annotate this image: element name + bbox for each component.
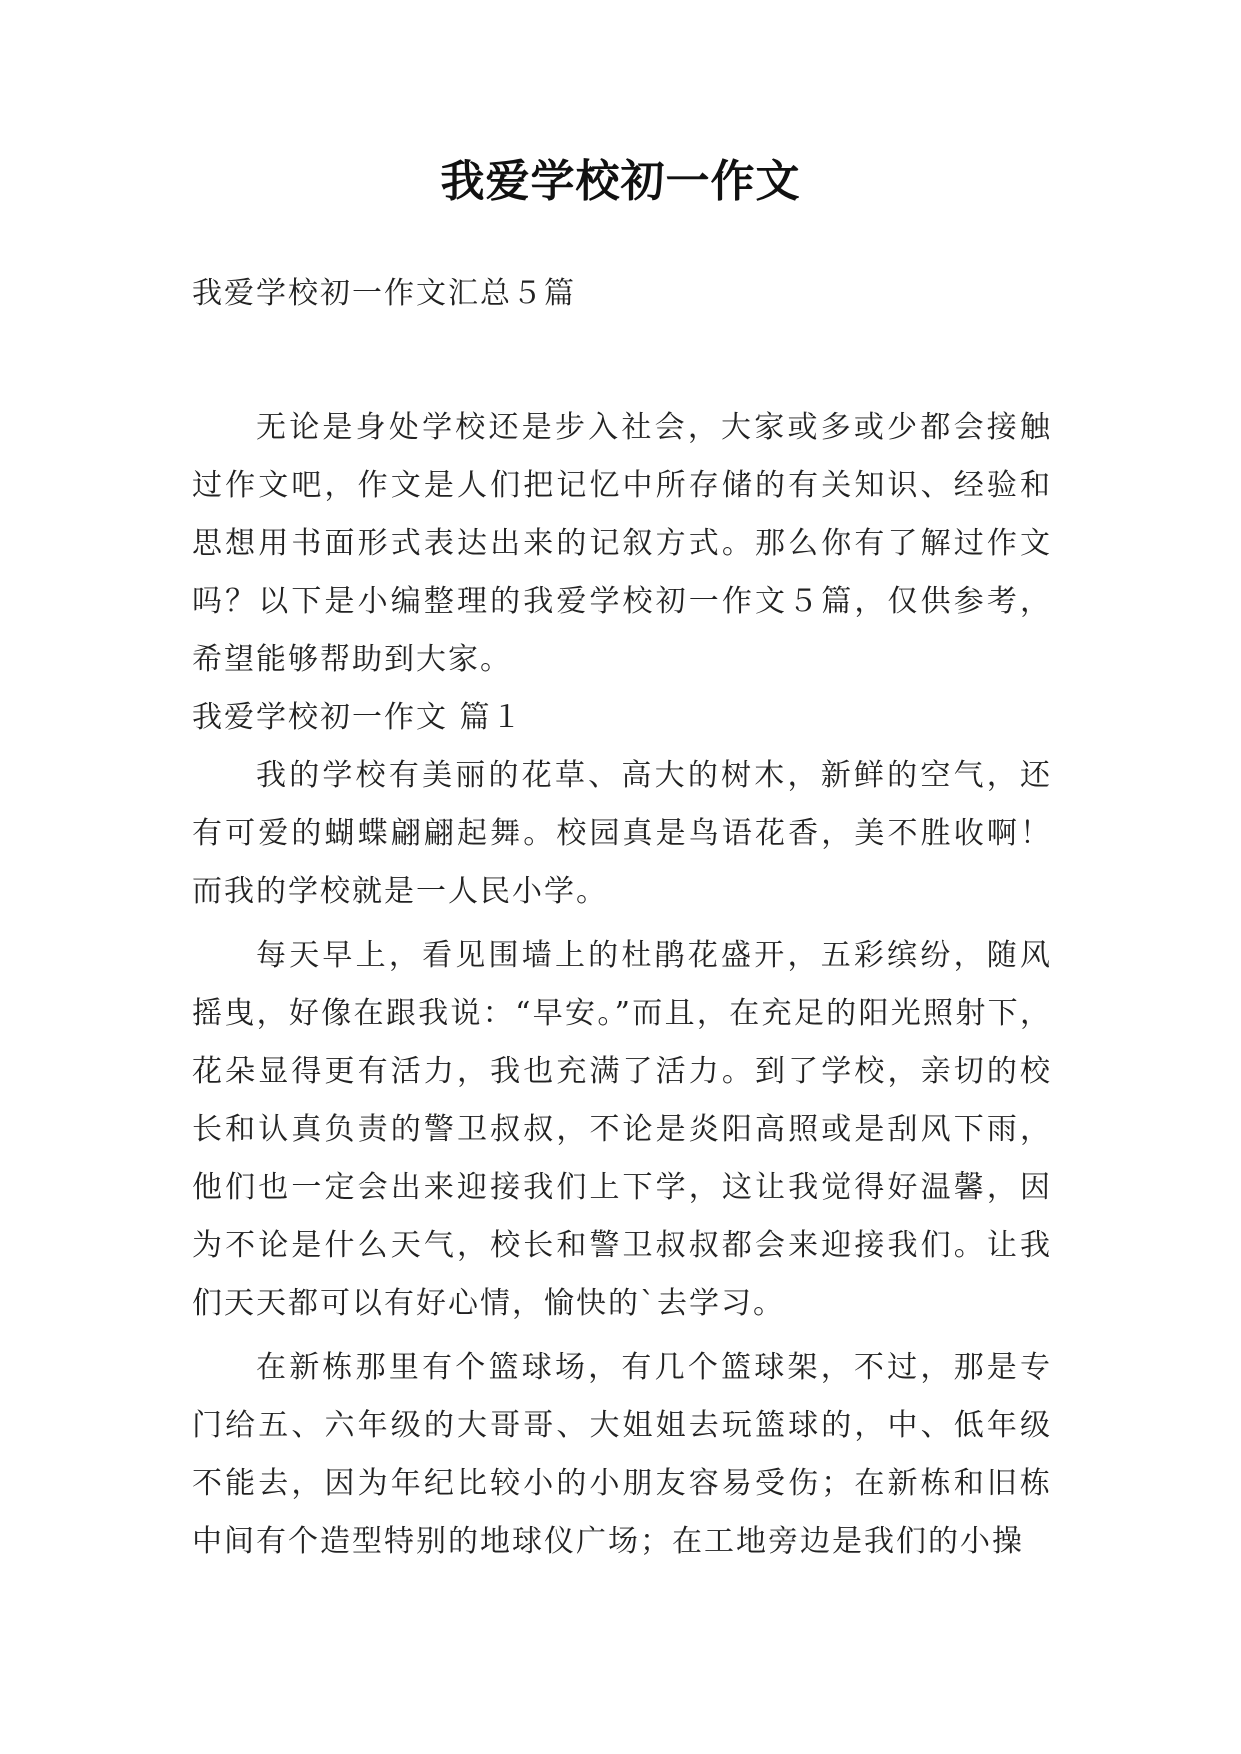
section-heading: 我爱学校初一作文 篇１ <box>192 700 524 735</box>
body-paragraph: 我的学校有美丽的花草、高大的树木，新鲜的空气，还有可爱的蝴蝶翩翩起舞。校园真是鸟语花香，美不胜收啊！而我的学校就是一人民小学。 <box>192 758 1052 909</box>
body-paragraph: 每天早上，看见围墙上的杜鹃花盛开，五彩缤纷，随风摇曳，好像在跟我说：“早安。”而且，在充足的阳光照射下，花朵显得更有活力，我也充满了活力。到了学校，亲切的校长和认真负责的警卫叔叔，不论是炎阳高照或是刮风下雨，他们也一定会出来迎接我们上下学，这让我觉得好温馨，因为不论是什么天气，校长和警卫叔叔都会来迎接我们。让我们天天都可以有好心情，愉快的`去学习。 <box>192 938 1052 1321</box>
document-body <box>192 265 1052 1571</box>
document-subtitle: 我爱学校初一作文汇总５篇 <box>192 276 576 311</box>
document-title: 我爱学校初一作文 <box>440 156 801 207</box>
body-paragraph: 在新栋那里有个篮球场，有几个篮球架，不过，那是专门给五、六年级的大哥哥、大姐姐去玩篮球的，中、低年级不能去，因为年纪比较小的小朋友容易受伤；在新栋和旧栋中间有个造型特别的地球仪广场；在工地旁边是我们的小操 <box>192 1350 1052 1559</box>
intro-paragraph: 无论是身处学校还是步入社会，大家或多或少都会接触过作文吧，作文是人们把记忆中所存储的有关知识、经验和思想用书面形式表达出来的记叙方式。那么你有了解过作文吗？以下是小编整理的我爱学校初一作文５篇，仅供参考，希望能够帮助到大家。 <box>192 410 1052 677</box>
